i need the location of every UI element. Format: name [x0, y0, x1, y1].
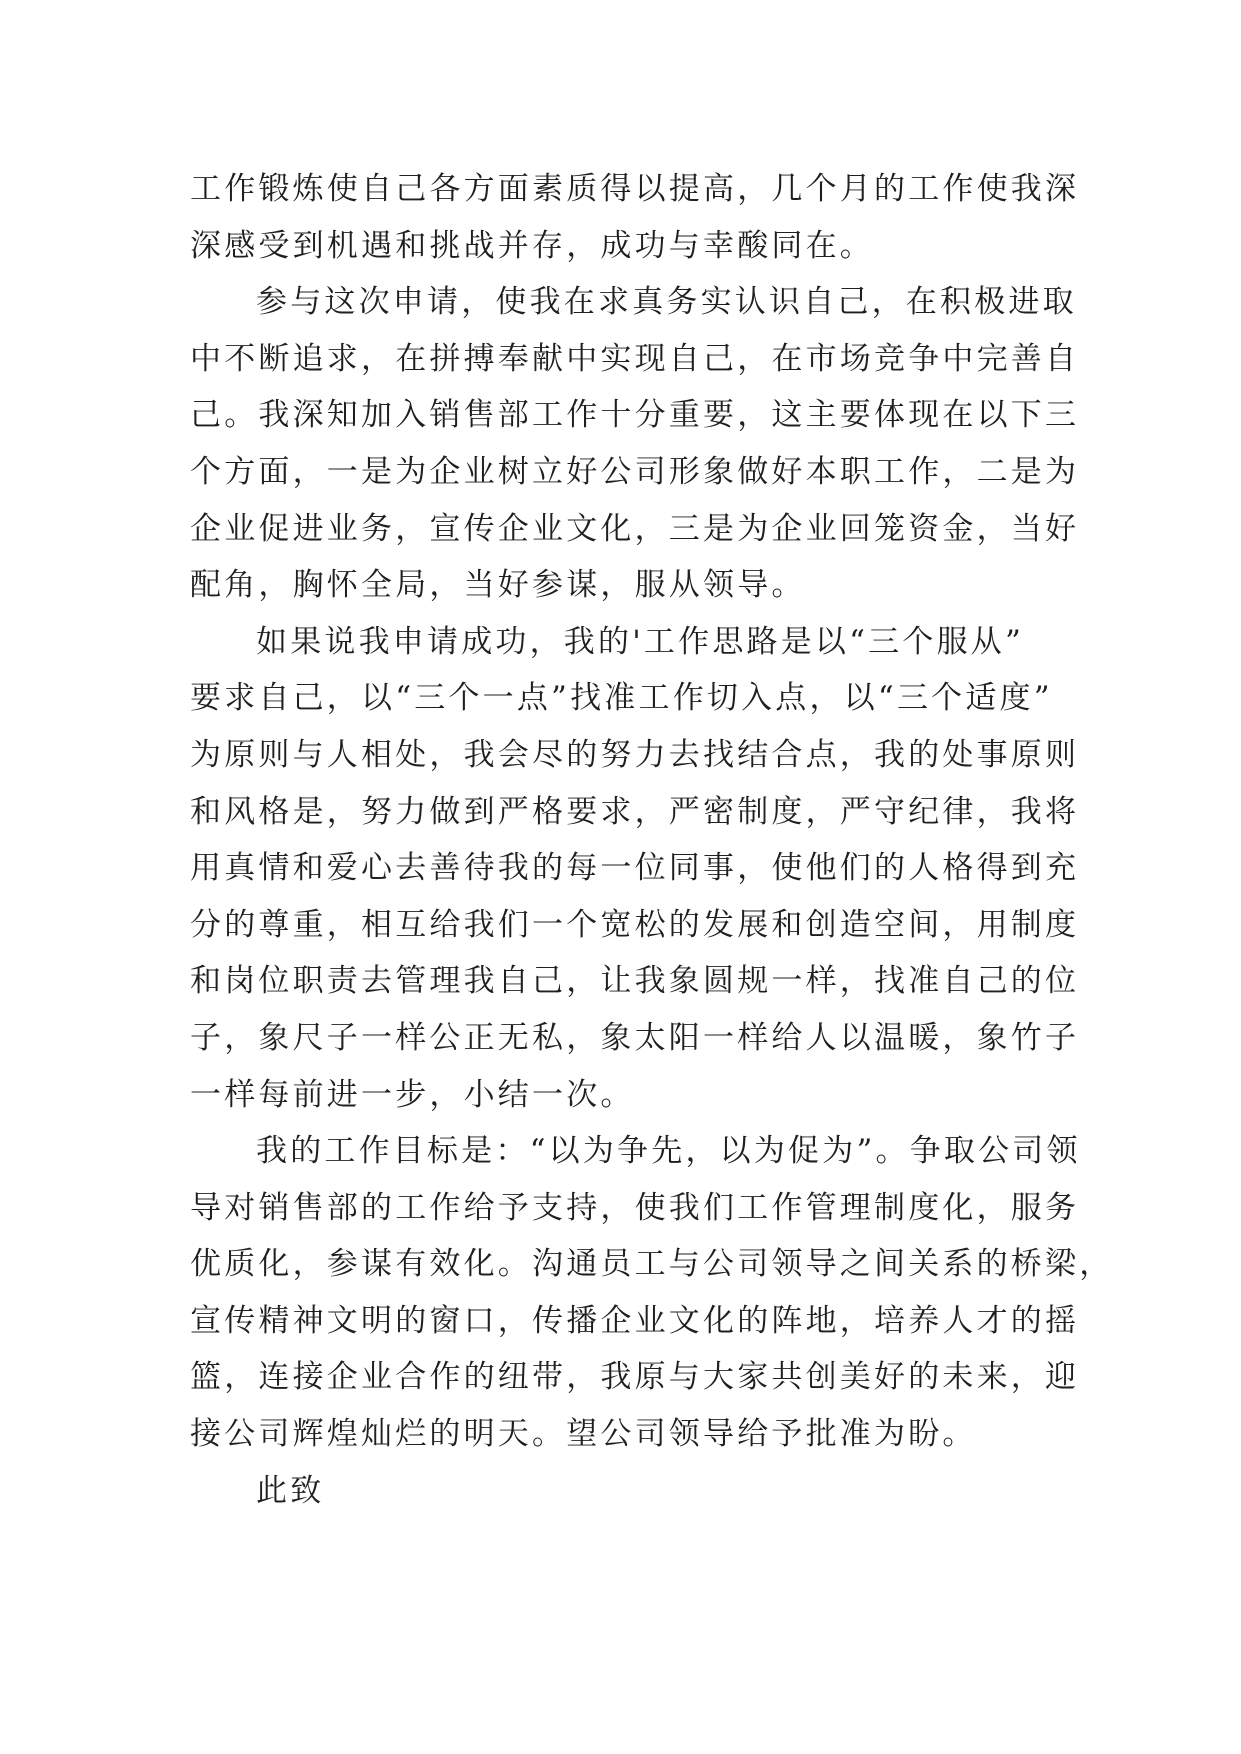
- text-line: 导对销售部的工作给予支持，使我们工作管理制度化，服务: [190, 1189, 1080, 1226]
- letter-body: [190, 161, 1114, 1519]
- text-line: 优质化，参谋有效化。沟通员工与公司领导之间关系的桥梁，: [190, 1246, 1114, 1283]
- text-line: 配角，胸怀全局，当好参谋，服从领导。: [190, 567, 806, 604]
- text-line: 子，象尺子一样公正无私，象太阳一样给人以温暖，象竹子: [190, 1019, 1080, 1056]
- paragraph-start-line: 如果说我申请成功，我的'工作思路是以“三个服从”: [256, 623, 1025, 660]
- text-line: 个方面，一是为企业树立好公司形象做好本职工作，二是为: [190, 453, 1080, 490]
- text-line: 篮，连接企业合作的纽带，我原与大家共创美好的未来，迎: [190, 1359, 1080, 1396]
- text-line: 和岗位职责去管理我自己，让我象圆规一样，找准自己的位: [190, 963, 1080, 1000]
- text-line: 工作锻炼使自己各方面素质得以提高，几个月的工作使我深: [190, 171, 1080, 207]
- text-line: 宣传精神文明的窗口，传播企业文化的阵地，培养人才的摇: [190, 1302, 1080, 1339]
- text-line: 深感受到机遇和挑战并存，成功与幸酸同在。: [190, 227, 874, 264]
- text-line: 分的尊重，相互给我们一个宽松的发展和创造空间，用制度: [190, 906, 1080, 943]
- paragraph-start-line: 参与这次申请，使我在求真务实认识自己，在积极进取: [256, 284, 1077, 321]
- text-line: 己。我深知加入销售部工作十分重要，这主要体现在以下三: [190, 397, 1080, 434]
- text-line: 和风格是，努力做到严格要求，严密制度，严守纪律，我将: [190, 793, 1080, 830]
- paragraph-start-line: 我的工作目标是：“以为争先，以为促为”。争取公司领: [256, 1133, 1081, 1170]
- text-line: 中不断追求，在拼搏奉献中实现自己，在市场竞争中完善自: [190, 340, 1080, 377]
- text-line: 为原则与人相处，我会尽的努力去找结合点，我的处事原则: [190, 736, 1080, 773]
- closing-salutation: 此致: [256, 1472, 325, 1509]
- text-line: 一样每前进一步，小结一次。: [190, 1076, 635, 1113]
- text-line: 企业促进业务，宣传企业文化，三是为企业回笼资金，当好: [190, 510, 1080, 547]
- text-line: 用真情和爱心去善待我的每一位同事，使他们的人格得到充: [190, 850, 1080, 887]
- text-line: 要求自己，以“三个一点”找准工作切入点，以“三个适度”: [190, 680, 1053, 717]
- text-line: 接公司辉煌灿烂的明天。望公司领导给予批准为盼。: [190, 1416, 977, 1453]
